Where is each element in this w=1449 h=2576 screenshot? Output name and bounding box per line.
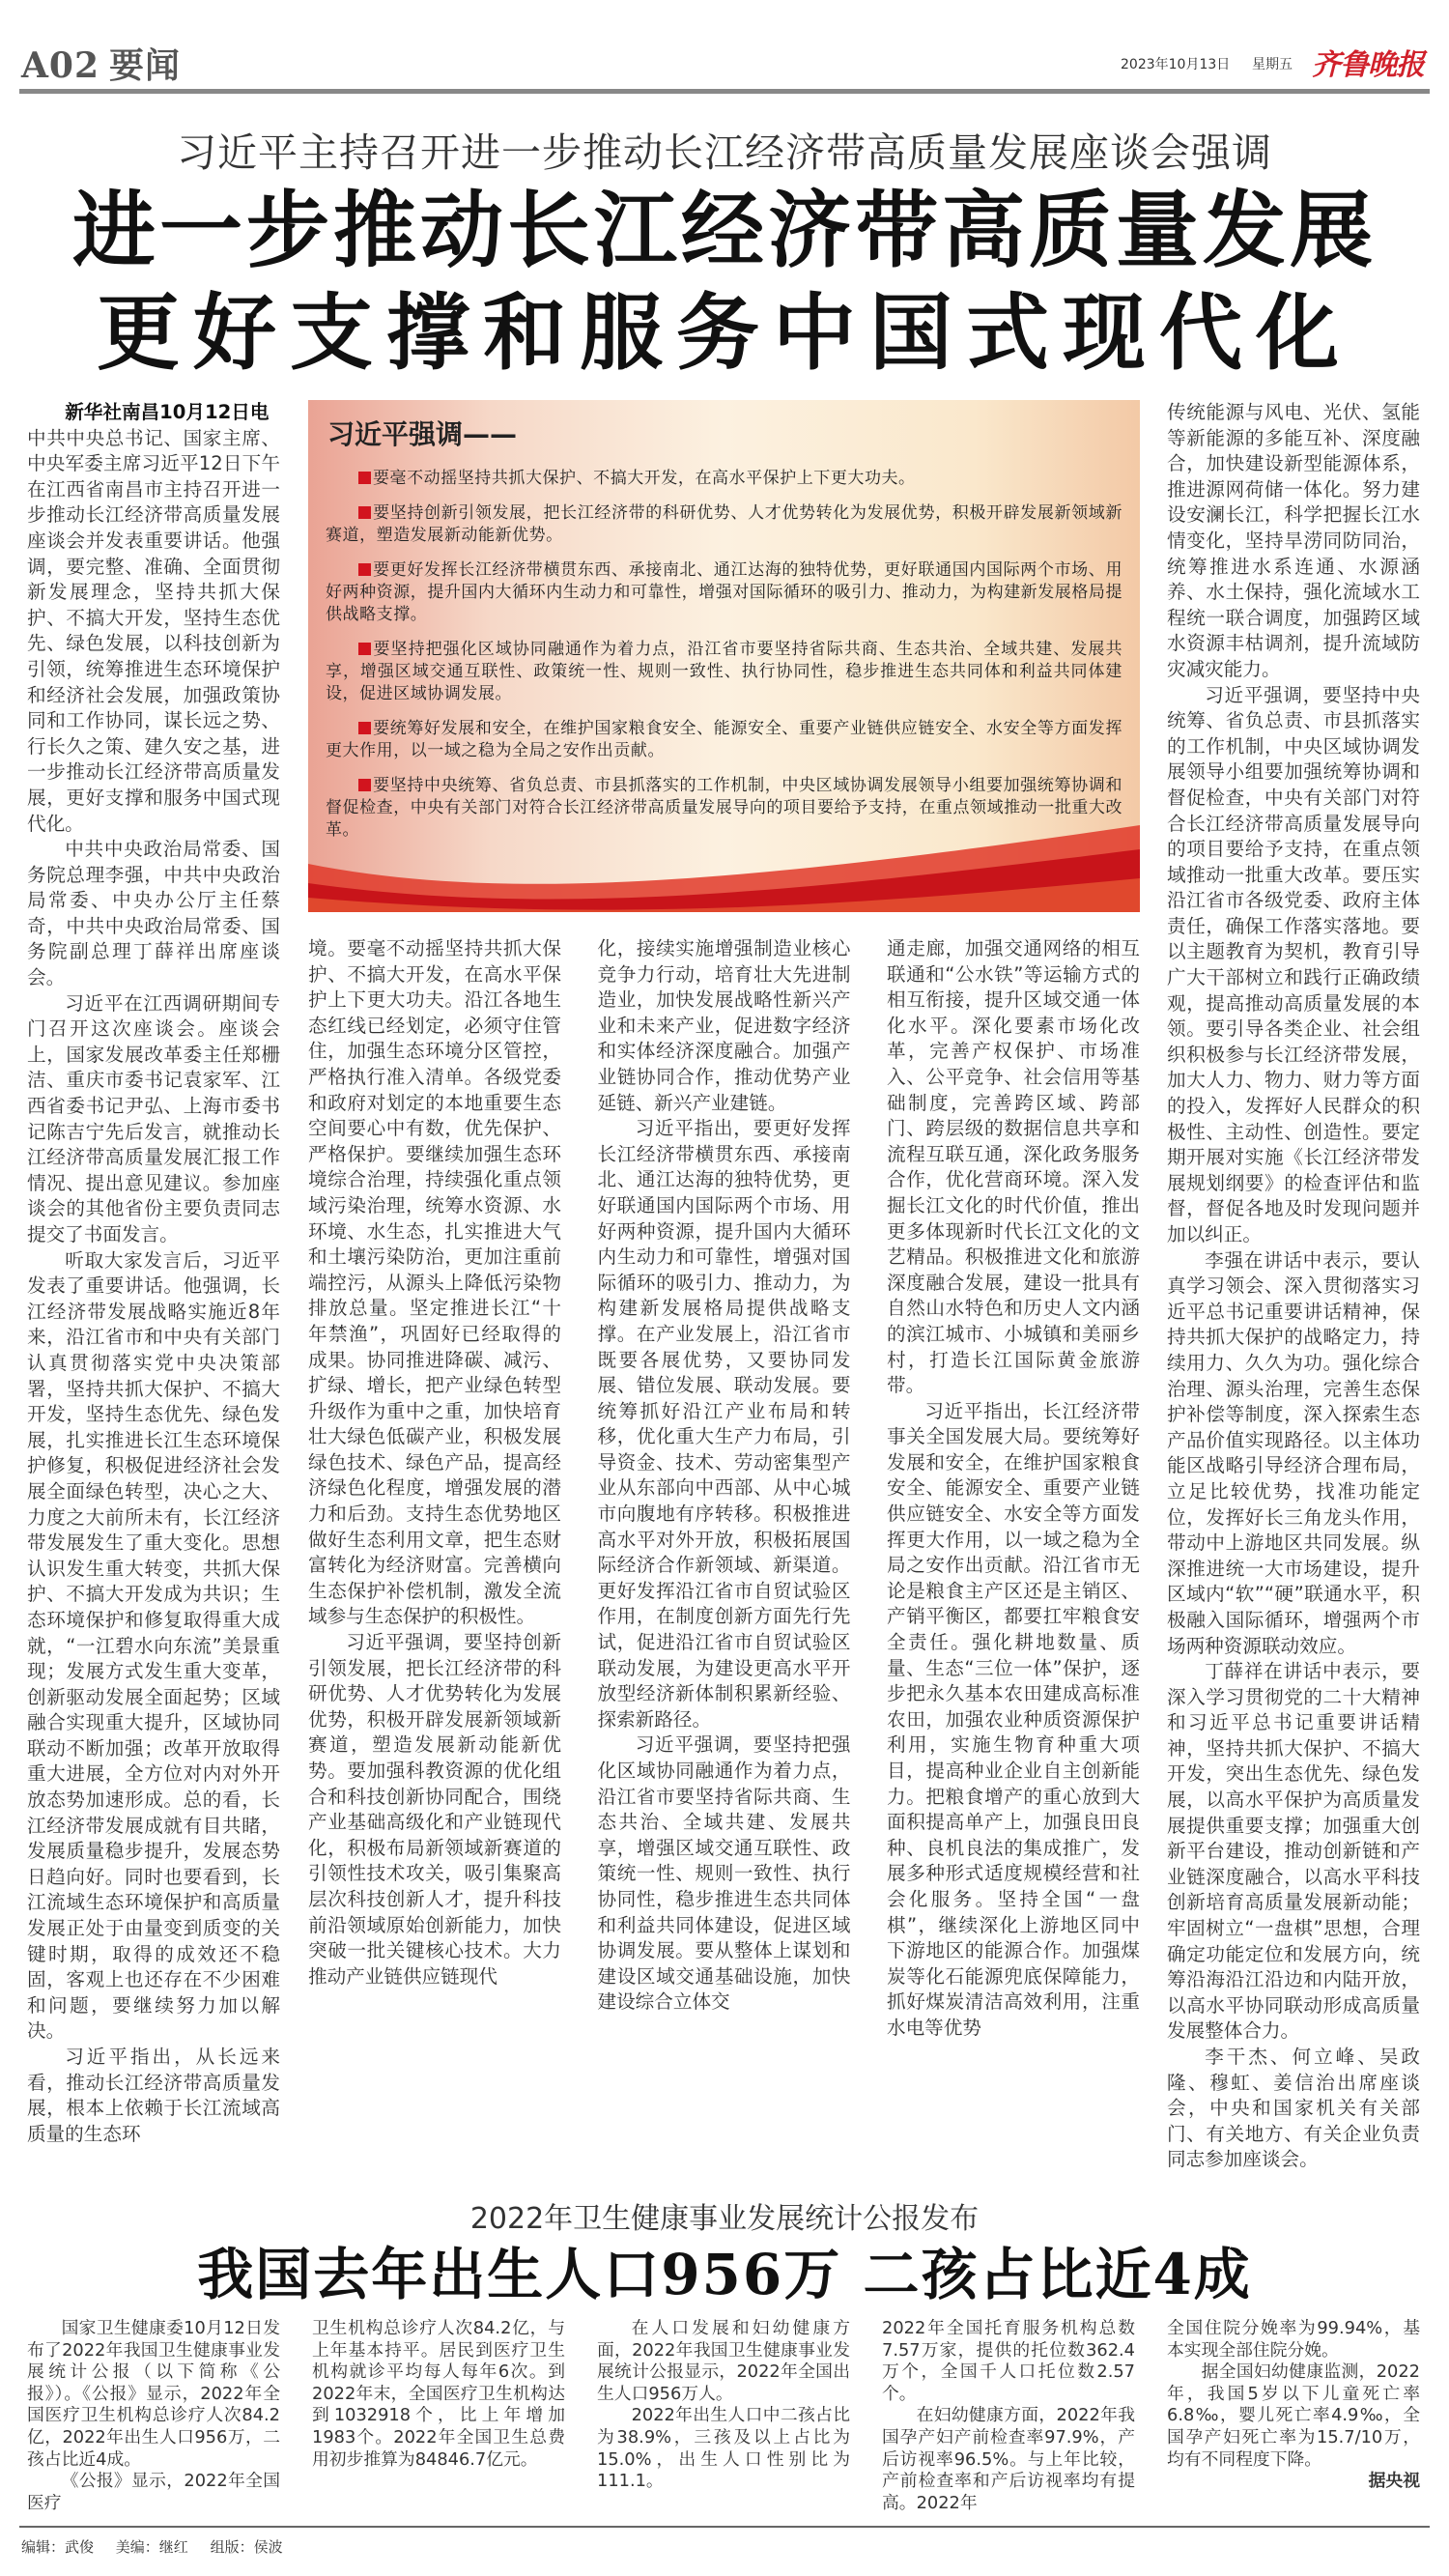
lead-column-5 (1167, 400, 1420, 2173)
lead-column-3 (598, 936, 851, 2042)
article-paragraph (27, 2471, 280, 2514)
masthead-logo: 齐鲁晚报 (1312, 48, 1424, 82)
highlight-item (326, 775, 1122, 842)
article-paragraph (598, 1732, 851, 2016)
red-square-bullet-icon (358, 472, 371, 484)
lead-headline-line2: 更好支撑和服务中国式现代化 (97, 284, 1352, 382)
paragraph-text: 李强在讲话中表示，要认真学习领会、深入贯彻落实习近平总书记重要讲话精神，保持共抓大保护的战略定力，持续用力、久久为功。强化综合治理、源头治理，完善生态保护补偿等制度，深入探索生态产品价值实现路径。以主体功能区战略引导经济合理布局，立足比较优势，找准功能定位，发挥好长三角龙头作用，带动中上游地区共同发展。纵深推进统一大市场建设，提升区域内“软”“硬”联通水平，积极融入国际循环，增强两个市场两种资源联动效应。 (1167, 1248, 1420, 1657)
lead-article-body (0, 400, 1449, 2173)
header-divider (19, 89, 1430, 94)
article-paragraph (1167, 400, 1420, 683)
article-paragraph (308, 1630, 561, 1989)
highlight-item-text: 要坚持中央统筹、省负总责、市县抓落实的工作机制，中央区域协调发展领导小组要加强统筹协调和督促检查，中央有关部门对符合长江经济带高质量发展导向的项目要给予支持，在重点领域推动一批重大改革。 (326, 776, 1122, 840)
article-paragraph (27, 1248, 280, 2045)
editor-credit: 编辑：武俊 (21, 2538, 95, 2557)
footer-divider (19, 2526, 1430, 2528)
paragraph-text: 在人口发展和妇幼健康方面，2022年我国卫生健康事业发展统计公报显示，2022年全国出生人口956万人。 (597, 2317, 850, 2404)
article-paragraph (598, 936, 851, 1116)
article-paragraph (597, 2405, 850, 2492)
paragraph-text: 《公报》显示，2022年全国医疗 (27, 2471, 280, 2513)
article-paragraph (312, 2318, 565, 2471)
article-paragraph (1167, 2045, 1420, 2173)
second-column-5 (1167, 2318, 1420, 2514)
paragraph-text: 2022年出生人口中二孩占比为38.9%，三孩及以上占比为15.0%，出生人口性别比为111.1。 (597, 2405, 850, 2492)
highlight-item-text: 要统筹好发展和安全，在维护国家粮食安全、能源安全、重要产业链供应链安全、水安全等方面发挥更大作用，以一域之稳为全局之安作出贡献。 (326, 719, 1122, 760)
paragraph-text: 听取大家发言后，习近平发表了重要讲话。他强调，长江经济带发展战略实施近8年来，沿江省市和中央有关部门认真贯彻落实党中央决策部署，坚持共抓大保护、不搞大开发，坚持生态优先、绿色发展，扎实推进长江生态环境保护修复，积极促进经济社会发展全面绿色转型，决心之大、力度之大前所未有，长江经济带发展发生了重大变化。思想认识发生重大转变，共抓大保护、不搞大开发成为共识；生态环境保护和修复取得重大成就，“一江碧水向东流”美景重现；发展方式发生重大变革，创新驱动发展全面起势；区域融合实现重大提升，区域协同联动不断加强；改革开放取得重大进展，全方位对内对外开放态势加速形成。总的看，长江经济带发展成就有目共睹，发展质量稳步提升，发展态势日趋向好。同时也要看到，长江流域生态环境保护和高质量发展正处于由量变到质变的关键时期，取得的成效还不稳固，客观上也还存在不少困难和问题，要继续努力加以解决。 (27, 1248, 280, 2043)
article-paragraph (887, 936, 1140, 1399)
second-article-columns (0, 2318, 1449, 2514)
second-column-1 (27, 2318, 280, 2514)
article-paragraph (27, 400, 289, 837)
paragraph-text: 全国住院分娩率为99.94%，基本实现全部住院分娩。 (1167, 2317, 1420, 2361)
highlight-item (326, 559, 1122, 626)
highlight-box (308, 400, 1140, 912)
article-paragraph (1167, 683, 1420, 1248)
red-square-bullet-icon (358, 722, 371, 734)
paragraph-text: 在妇幼健康方面，2022年我国孕产妇产前检查率97.9%，产后访视率96.5%。与上年比较，产前检查率和产后访视率均有提高。2022年 (882, 2405, 1135, 2513)
article-paragraph (1167, 1659, 1420, 2045)
paragraph-text: 2022年全国托育服务机构总数7.57万家，提供的托位数362.4万个，全国千人口托位数2.57个。 (882, 2317, 1135, 2404)
paragraph-text: 化，接续实施增强制造业核心竞争力行动，培育壮大先进制造业，加快发展战略性新兴产业和未来产业，促进数字经济和实体经济深度融合。加强产业链协同合作，推动优势产业延链、新兴产业建链。 (597, 937, 851, 1114)
red-square-bullet-icon (358, 779, 371, 791)
second-article (0, 2200, 1449, 2514)
paragraph-text: 习近平强调，要坚持中央统筹、省负总责、市县抓落实的工作机制，中央区域协调发展领导小组要加强统筹协调和督促检查，中央有关部门对符合长江经济带高质量发展导向的项目要给予支持，在重点领域推动一批重大改革。要压实沿江省市各级党委、政府主体责任，确保工作落实落地。要以主题教育为契机，教育引导广大干部树立和践行正确政绩观，提高推动高质量发展的本领。要引导各类企业、社会组织积极参与长江经济带发展，加大人力、物力、财力等方面的投入，发挥好人民群众的积极性、主动性、创造性。要定期开展对实施《长江经济带发展规划纲要》的检查评估和监督，督促各地及时发现问题并加以纠正。 (1167, 683, 1420, 1245)
highlight-item (326, 639, 1122, 705)
paragraph-text: 据全国妇幼健康监测，2022年，我国5岁以下儿童死亡率6.8‰，婴儿死亡率4.9‰，全国孕产妇死亡率为15.7/10万，均有不同程度下降。 (1167, 2361, 1420, 2470)
article-paragraph (1167, 1248, 1420, 1660)
paragraph-text: 习近平指出，要更好发挥长江经济带横贯东西、承接南北、通江达海的独特优势，更好联通国内国际两个市场、用好两种资源，提升国内大循环内生动力和可靠性，增强对国际循环的吸引力、推动力，为构建新发展格局提供战略支撑。在产业发展上，沿江省市既要各展优势，又要协同发展、错位发展、联动发展。要统筹抓好沿江产业布局和转移，优化重大生产力布局，引导资金、技术、劳动密集型产业从东部向中西部、从中心城市向腹地有序转移。积极推进高水平对外开放，积极拓展国际经济合作新领域、新渠道。更好发挥沿江省市自贸试验区作用，在制度创新方面先行先试，促进沿江省市自贸试验区联动发展，为建设更高水平开放型经济新体制积累新经验、探索新路径。 (597, 1117, 851, 1731)
page-number-section (21, 39, 190, 88)
article-paragraph (882, 2318, 1135, 2405)
paragraph-text: 丁薛祥在讲话中表示，要深入学习贯彻党的二十大精神和习近平总书记重要讲话精神，坚持共抓大保护、不搞大开发，突出生态优先、绿色发展，以高水平保护为高质量发展提供重要支撑；加强重大创新平台建设，推动创新链和产业链深度融合，以高水平科技创新培育高质量发展新动能；牢固树立“一盘棋”思想，合理确定功能定位和发展方向，统筹沿海沿江沿边和内陆开放，以高水平协同联动形成高质量发展整体合力。 (1167, 1660, 1420, 2043)
red-square-bullet-icon (358, 643, 371, 655)
highlight-box-title: 习近平强调—— (327, 418, 518, 450)
second-column-4 (882, 2318, 1135, 2514)
lead-middle-columns (308, 936, 1140, 2042)
paragraph-text: 通走廊，加强交通网络的相互联通和“公水铁”等运输方式的相互衔接，提升区域交通一体化水平。深化要素市场化改革，完善产权保护、市场准入、公平竞争、社会信用等基础制度，完善跨区域、跨部门、跨层级的数据信息共享和流程互联互通，深化政务服务合作，优化营商环境。深入发掘长江文化的时代价值，推出更多体现新时代长江文化的文艺精品。积极推进文化和旅游深度融合发展，建设一批具有自然山水特色和历史人文内涵的滨江城市、小城镇和美丽乡村，打造长江国际黄金旅游带。 (887, 937, 1140, 1397)
layout-credit: 组版：侯波 (210, 2538, 283, 2557)
article-paragraph (308, 936, 561, 1630)
highlight-item (326, 468, 1122, 490)
article-paragraph (598, 1116, 851, 1732)
paragraph-text: 习近平强调，要坚持创新引领发展，把长江经济带的科研优势、人才优势转化为发展优势，积极开辟发展新领域新赛道，塑造发展新动能新优势。要加强科教资源的优化组合和科技创新协同配合，围绕产业基础高级化和产业链现代化，积极布局新领域新赛道的引领性技术攻关，吸引集聚高层次科技创新人才，提升科技前沿领域原始创新能力，加快突破一批关键核心技术。大力推动产业链供应链现代 (308, 1631, 561, 1988)
highlight-item-text: 要毫不动摇坚持共抓大保护、不搞大开发，在高水平保护上下更大功夫。 (373, 469, 916, 488)
paragraph-text: 国家卫生健康委10月12日发布了2022年我国卫生健康事业发展统计公报（以下简称《公报》）。《公报》显示，2022年全国医疗卫生机构总诊疗人次84.2亿，2022年出生人口956万，二孩占比近4成。 (27, 2317, 280, 2470)
paragraph-text: 习近平强调，要坚持把强化区域协同融通作为着力点，沿江省市要坚持省际共商、生态共治、全域共建、发展共享，增强区域交通互联性、政策统一性、规则一致性、执行协同性，稳步推进生态共同体和利益共同体建设，促进区域协调发展。要从整体上谋划和建设区域交通基础设施，加快建设综合立体交 (597, 1733, 851, 2014)
red-square-bullet-icon (358, 563, 371, 576)
article-paragraph (882, 2405, 1135, 2514)
paragraph-text: 习近平在江西调研期间专门召开这次座谈会。座谈会上，国家发展改革委主任郑栅洁、重庆市委书记袁家军、江西省委书记尹弘、上海市委书记陈吉宁先后发言，就推动长江经济带高质量发展汇报工作情况、提出意见建议。参加座谈会的其他省份主要负责同志提交了书面发言。 (27, 991, 280, 1245)
lead-middle-area (308, 400, 1140, 2042)
highlight-item-text: 要坚持创新引领发展，把长江经济带的科研优势、人才优势转化为发展优势，积极开辟发展新领域新赛道，塑造发展新动能新优势。 (326, 503, 1122, 545)
lead-kicker: 习近平主持召开进一步推动长江经济带高质量发展座谈会强调 (177, 129, 1272, 176)
lead-column-2 (308, 936, 561, 2042)
second-column-2 (312, 2318, 565, 2514)
staff-credits (21, 2537, 1449, 2557)
highlight-item-text: 要更好发挥长江经济带横贯东西、承接南北、通江达海的独特优势，更好联通国内国际两个市场、用好两种资源，提升国内大循环内生动力和可靠性，增强对国际循环的吸引力、推动力，为构建新发展格局提供战略支撑。 (326, 560, 1122, 624)
article-paragraph (27, 991, 280, 1248)
second-column-3 (597, 2318, 850, 2514)
paragraph-text: 中共中央政治局常委、国务院总理李强，中共中央政治局常委、中央办公厅主任蔡奇，中共中央政治局常委、国务院副总理丁薛祥出席座谈会。 (27, 838, 280, 989)
highlight-item-text: 要坚持把强化区域协同融通作为着力点，沿江省市要坚持省际共商、生态共治、全域共建、发展共享，增强区域交通互联性、政策统一性、规则一致性、执行协同性，稳步推进生态共同体和利益共同体建设，促进区域协调发展。 (326, 640, 1122, 703)
article-paragraph (27, 2045, 280, 2147)
article-paragraph (27, 2318, 280, 2471)
issue-weekday: 星期五 (1252, 57, 1293, 72)
paragraph-text: 中共中央总书记、国家主席、中央军委主席习近平12日下午在江西省南昌市主持召开进一步推动长江经济带高质量发展座谈会并发表重要讲话。他强调，要完整、准确、全面贯彻新发展理念，坚持共抓大保护、不搞大开发，坚持生态优先、绿色发展，以科技创新为引领，统筹推进生态环境保护和经济社会发展，加强政策协同和工作协同，谋长远之势、行长久之策、建久安之基，进一步推动长江经济带高质量发展，更好支撑和服务中国式现代化。 (27, 401, 289, 835)
paragraph-text: 传统能源与风电、光伏、氢能等新能源的多能互补、深度融合，加快建设新型能源体系，推进源网荷储一体化。努力建设安澜长江，科学把握长江水情变化，坚持旱涝同防同治，统筹推进水系连通、水源涵养、水土保持，强化流域水工程统一联合调度，加强跨区域水资源丰枯调剂，提升流域防灾减灾能力。 (1167, 401, 1420, 680)
second-headline: 我国去年出生人口956万 二孩占比近4成 (197, 2241, 1252, 2307)
article-source: 据央视 (1368, 2471, 1420, 2492)
lead-column-1 (27, 400, 289, 2147)
highlight-box-items (326, 468, 1122, 842)
paragraph-text: 境。要毫不动摇坚持共抓大保护、不搞大开发，在高水平保护上下更大功夫。沿江各地生态红线已经划定，必须守住管住，加强生态环境分区管控，严格执行准入清单。各级党委和政府对划定的本地重要生态空间要心中有数，优先保护、严格保护。要继续加强生态环境综合治理，持续强化重点领域污染治理，统筹水资源、水环境、水生态，扎实推进大气和土壤污染防治，更加注重前端控污，从源头上降低污染物排放总量。坚定推进长江“十年禁渔”，巩固好已经取得的成果。协同推进降碳、减污、扩绿、增长，把产业绿色转型升级作为重中之重，加快培育壮大绿色低碳产业，积极发展绿色技术、绿色产品，提高经济绿色化程度，增强发展的潜力和后劲。支持生态优势地区做好生态利用文章，把生态财富转化为经济财富。完善横向生态保护补偿机制，激发全流域参与生态保护的积极性。 (308, 937, 561, 1628)
dateline: 新华社南昌10月12日电 (65, 401, 270, 423)
paragraph-text: 李干杰、何立峰、吴政隆、穆虹、姜信治出席座谈会，中央和国家机关有关部门、有关地方、有关企业负责同志参加座谈会。 (1167, 2046, 1420, 2171)
article-paragraph (597, 2318, 850, 2405)
article-paragraph (1167, 2318, 1420, 2361)
second-kicker: 2022年卫生健康事业发展统计公报发布 (469, 2201, 980, 2236)
lead-column-4 (887, 936, 1140, 2042)
paragraph-text: 习近平指出，长江经济带事关全国发展大局。要统筹好发展和安全，在维护国家粮食安全、能源安全、重要产业链供应链安全、水安全等方面发挥更大作用，以一域之稳为全局之安作出贡献。沿江省市无论是粮食主产区还是主销区、产销平衡区，都要扛牢粮食安全责任。强化耕地数量、质量、生态“三位一体”保护，逐步把永久基本农田建成高标准农田，加强农业种质资源保护利用，实施生物育种重大项目，提高种业企业自主创新能力。把粮食增产的重心放到大面积提高单产上，加强良田良种、良机良法的集成推广，发展多种形式适度规模经营和社会化服务。坚持全国“一盘棋”，继续深化上游地区同中下游地区的能源合作。加强煤炭等化石能源兜底保障能力，抓好煤炭清洁高效利用，注重水电等优势 (887, 1399, 1140, 2039)
highlight-item (326, 718, 1122, 762)
paragraph-text: 卫生机构总诊疗人次84.2亿，与上年基本持平。居民到医疗卫生机构就诊平均每人每年6次。到2022年末，全国医疗卫生机构达到1032918个，比上年增加1983个。2022年全国卫生总费用初步推算为84846.7亿元。 (312, 2317, 565, 2470)
page-header (0, 0, 1449, 97)
paragraph-text: 习近平指出，从长远来看，推动长江经济带高质量发展，根本上依赖于长江流域高质量的生态环 (27, 2046, 280, 2145)
article-paragraph (1167, 2361, 1420, 2471)
red-square-bullet-icon (358, 506, 371, 519)
article-paragraph (887, 1399, 1140, 2042)
page-number: A02 (21, 45, 100, 86)
art-editor-credit: 美编：继红 (115, 2538, 188, 2557)
section-name: 要闻 (109, 45, 182, 86)
article-paragraph (27, 837, 280, 991)
highlight-item (326, 502, 1122, 547)
issue-date: 2023年10月13日 (1121, 57, 1231, 72)
lead-headline-line1: 进一步推动长江经济带高质量发展 (72, 182, 1377, 279)
